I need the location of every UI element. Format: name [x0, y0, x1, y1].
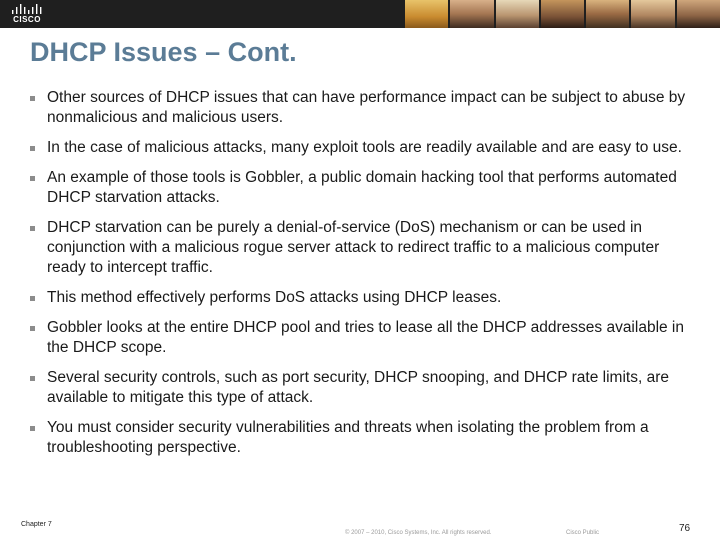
header-photo: [450, 0, 493, 28]
bullet-item: [30, 318, 690, 358]
cisco-logo-icon: [9, 3, 45, 25]
footer-classification: Cisco Public: [566, 530, 600, 536]
header-photo: [677, 0, 720, 28]
bullet-item: [30, 288, 690, 308]
header-photo: [541, 0, 584, 28]
header-band: [0, 0, 720, 28]
bullet-text: Several security controls, such as port security, DHCP snooping, and DHCP rate limits, are available to mitigate this type of attack.: [47, 369, 669, 406]
header-photo: [405, 0, 448, 28]
bullet-item: [30, 168, 690, 208]
bullet-item: [30, 138, 690, 158]
bullet-item: [30, 88, 690, 128]
bullet-text: You must consider security vulnerabilities and threats when isolating the problem from a troubleshooting perspective.: [47, 419, 649, 456]
square-bullet-icon: [30, 96, 35, 101]
header-photo: [496, 0, 539, 28]
square-bullet-icon: [30, 226, 35, 231]
bullet-item: [30, 368, 690, 408]
bullet-text: An example of those tools is Gobbler, a public domain hacking tool that performs automated DHCP starvation attacks.: [47, 169, 677, 206]
logo-wordmark: CISCO: [13, 15, 41, 24]
header-photo: [631, 0, 674, 28]
header-photo-strip: [405, 0, 720, 28]
square-bullet-icon: [30, 426, 35, 431]
square-bullet-icon: [30, 176, 35, 181]
bullet-text: DHCP starvation can be purely a denial-of-service (DoS) mechanism or can be used in conjunction with a malicious rogue server attack to redirect traffic to a malicious computer ready to intercept traffic.: [47, 219, 660, 276]
slide-title: DHCP Issues – Cont.: [30, 37, 297, 67]
bullet-item: [30, 418, 690, 458]
square-bullet-icon: [30, 146, 35, 151]
footer-chapter: Chapter 7: [21, 521, 52, 528]
footer-copyright: © 2007 – 2010, Cisco Systems, Inc. All rights reserved.: [345, 530, 492, 536]
header-photo: [586, 0, 629, 28]
bullet-list: [30, 88, 690, 468]
bullet-text: Other sources of DHCP issues that can have performance impact can be subject to abuse by nonmalicious and malicious users.: [47, 89, 686, 126]
square-bullet-icon: [30, 326, 35, 331]
bullet-item: [30, 218, 690, 278]
page-number: 76: [679, 523, 691, 534]
bullet-text: In the case of malicious attacks, many exploit tools are readily available and are easy to use.: [47, 139, 682, 156]
bullet-text: Gobbler looks at the entire DHCP pool and tries to lease all the DHCP addresses available in the DHCP scope.: [47, 319, 684, 356]
square-bullet-icon: [30, 296, 35, 301]
bullet-text: This method effectively performs DoS attacks using DHCP leases.: [47, 289, 502, 306]
square-bullet-icon: [30, 376, 35, 381]
